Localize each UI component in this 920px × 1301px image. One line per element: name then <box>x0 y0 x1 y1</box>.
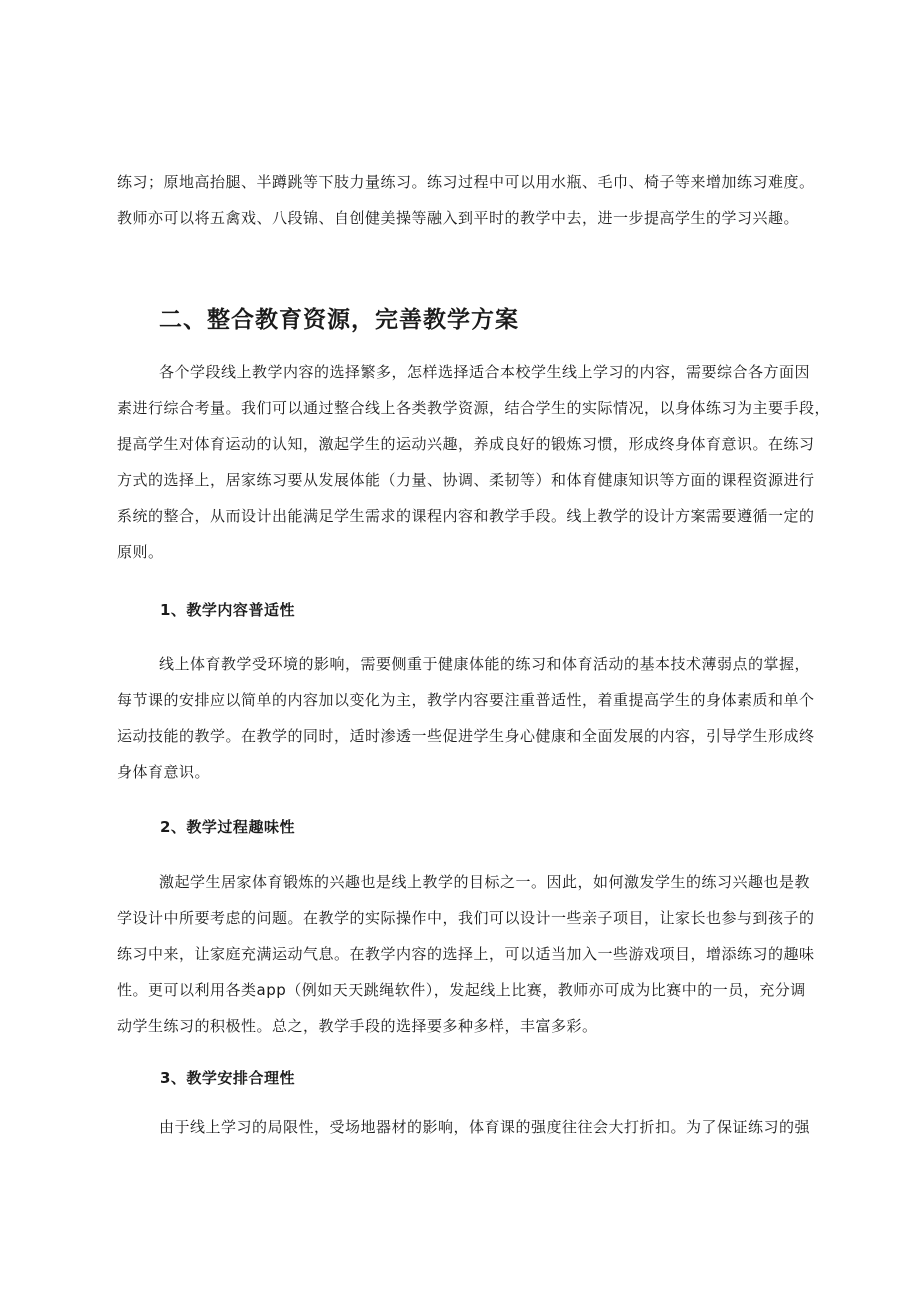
subsection-paragraph-3 <box>117 1109 817 1145</box>
text-line: 练习；原地高抬腿、半蹲跳等下肢力量练习。练习过程中可以用水瓶、毛巾、椅子等来增加练习难度。 <box>117 173 815 191</box>
text-line: 性。更可以利用各类app（例如天天跳绳软件），发起线上比赛，教师亦可成为比赛中的一员，充分调 <box>117 981 806 999</box>
text-line: 激起学生居家体育锻炼的兴趣也是线上教学的目标之一。因此，如何激发学生的练习兴趣也是教 <box>159 873 811 891</box>
text-line: 学设计中所要考虑的问题。在教学的实际操作中，我们可以设计一些亲子项目，让家长也参与到孩子的 <box>117 909 815 927</box>
continuation-paragraph <box>117 164 817 236</box>
subsection-paragraph-1 <box>117 646 817 790</box>
subsection-title-1: 1、教学内容普适性 <box>160 601 295 619</box>
text-line: 教师亦可以将五禽戏、八段锦、自创健美操等融入到平时的教学中去，进一步提高学生的学习兴趣。 <box>117 209 800 227</box>
text-line: 系统的整合，从而设计出能满足学生需求的课程内容和教学手段。线上教学的设计方案需要遵循一定的 <box>117 507 815 525</box>
text-line: 方式的选择上，居家练习要从发展体能（力量、协调、柔韧等）和体育健康知识等方面的课程资源进行 <box>117 471 815 489</box>
subsection-title-3: 3、教学安排合理性 <box>160 1069 295 1087</box>
subsection-paragraph-2 <box>117 864 817 1044</box>
text-line: 提高学生对体育运动的认知，激起学生的运动兴趣，养成良好的锻炼习惯，形成终身体育意识。在练习 <box>117 435 815 453</box>
section-heading: 二、整合教育资源，完善教学方案 <box>159 307 519 333</box>
intro-paragraph <box>117 354 831 570</box>
text-line: 运动技能的教学。在教学的同时，适时渗透一些促进学生身心健康和全面发展的内容，引导学生形成终 <box>117 727 815 745</box>
text-line: 原则。 <box>117 543 164 561</box>
text-line: 每节课的安排应以简单的内容加以变化为主，教学内容要注重普适性，着重提高学生的身体素质和单个 <box>117 691 815 709</box>
text-line: 由于线上学习的局限性，受场地器材的影响，体育课的强度往往会大打折扣。为了保证练习的强 <box>159 1118 811 1136</box>
text-line: 动学生练习的积极性。总之，教学手段的选择要多种多样，丰富多彩。 <box>117 1017 598 1035</box>
text-line: 身体育意识。 <box>117 763 211 781</box>
text-line: 练习中来，让家庭充满运动气息。在教学内容的选择上，可以适当加入一些游戏项目，增添练习的趣味 <box>117 945 815 963</box>
subsection-title-2: 2、教学过程趣味性 <box>160 818 295 836</box>
text-line: 各个学段线上教学内容的选择繁多，怎样选择适合本校学生线上学习的内容，需要综合各方面因 <box>159 363 811 381</box>
text-line: 线上体育教学受环境的影响，需要侧重于健康体能的练习和体育活动的基本技术薄弱点的掌握， <box>159 655 811 673</box>
text-line: 素进行综合考量。我们可以通过整合线上各类教学资源，结合学生的实际情况，以身体练习为主要手段， <box>117 399 831 417</box>
